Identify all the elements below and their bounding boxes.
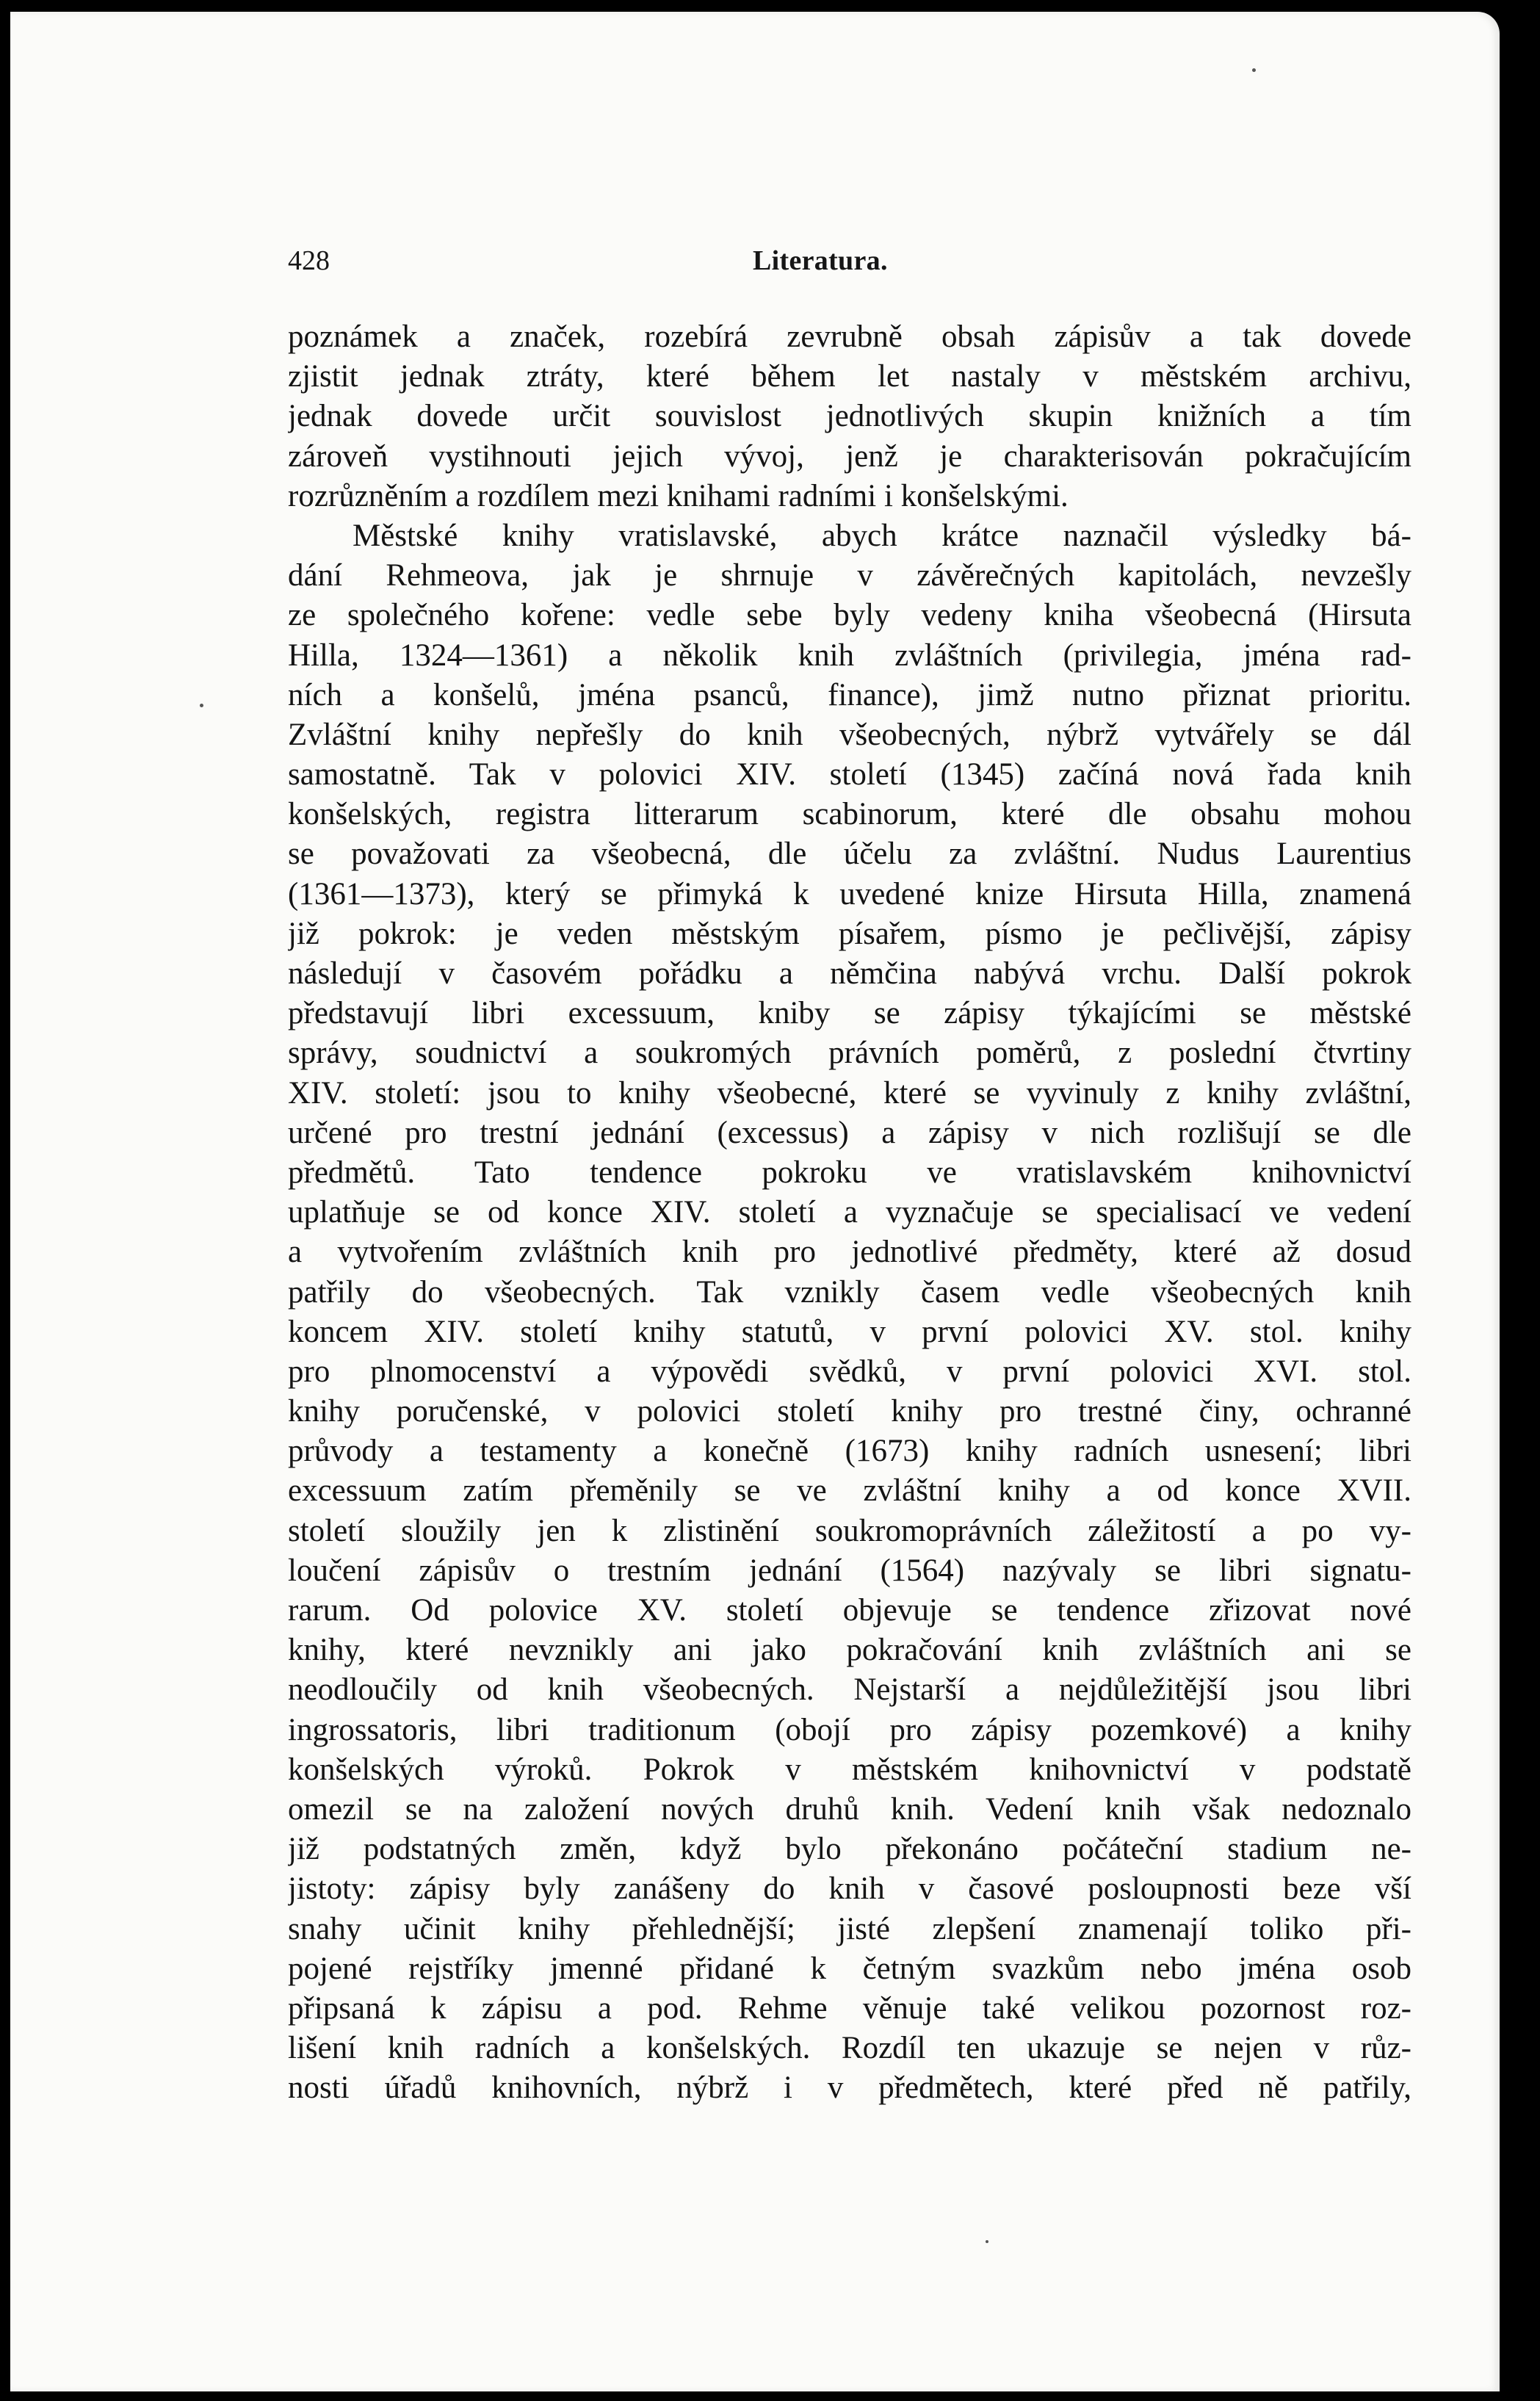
text-line: představují libri excessuum, kniby se zápisy týkajícími se městské [288,996,1411,1031]
text-line: Zvláštní knihy nepřešly do knih všeobecných, nýbrž vytvářely se dál [288,717,1411,752]
text-line: správy, soudnictví a soukromých právních poměrů, z poslední čtvrtiny [288,1036,1411,1071]
text-line: XIV. století: jsou to knihy všeobecné, které se vyvinuly z knihy zvláštní, [288,1075,1411,1111]
text-line: uplatňuje se od konce XIV. století a vyznačuje se specialisací ve vedení [288,1195,1411,1230]
text-line: knihy, které nevznikly ani jako pokračování knih zvláštních ani se [288,1633,1411,1668]
text-line: (1361—1373), který se přimyká k uvedené knize Hirsuta Hilla, znamená [288,876,1411,911]
page-number: 428 [288,245,330,276]
text-line: nosti úřadů knihovních, nýbrž i v předmětech, které před ně patřily, [288,2070,1411,2106]
running-head: Literatura. [753,245,888,276]
text-line: jednak dovede určit souvislost jednotlivých skupin knižních a tím [288,399,1411,434]
text-line: pojené rejstříky jmenné přidané k četným svazkům nebo jména osob [288,1951,1411,1986]
text-line: konšelských, registra litterarum scabinorum, které dle obsahu mohou [288,797,1411,832]
text-line: lišení knih radních a konšelských. Rozdíl ten ukazuje se nejen v růz- [288,2031,1411,2066]
text-line: Městské knihy vratislavské, abych krátce naznačil výsledky bá- [353,518,1411,553]
text-line: pro plnomocenství a výpovědi svědků, v první polovici XVI. stol. [288,1354,1411,1389]
text-line: rozrůzněním a rozdílem mezi knihami radními i konšelskými. [288,478,1069,513]
text-line: zjistit jednak ztráty, které během let nastaly v městském archivu, [288,359,1411,394]
text-line: loučení zápisův o trestním jednání (1564) nazývaly se libri signatu- [288,1553,1411,1588]
text-line: a vytvořením zvláštních knih pro jednotlivé předměty, které až dosud [288,1235,1411,1270]
text-line: ních a konšelů, jména psanců, finance), jimž nutno přiznat prioritu. [288,677,1411,712]
text-line: připsaná k zápisu a pod. Rehme věnuje také velikou pozornost roz- [288,1990,1411,2026]
text-line: knihy poručenské, v polovici století knihy pro trestné činy, ochranné [288,1394,1411,1429]
text-line: se považovati za všeobecná, dle účelu za zvláštní. Nudus Laurentius [288,837,1411,872]
text-line: již pokrok: je veden městským písařem, písmo je pečlivější, zápisy [288,916,1411,951]
text-line: předmětů. Tato tendence pokroku ve vratislavském knihovnictví [288,1155,1411,1190]
text-line: patřily do všeobecných. Tak vznikly časem vedle všeobecných knih [288,1274,1411,1310]
text-line: koncem XIV. století knihy statutů, v první polovici XV. stol. knihy [288,1314,1411,1349]
text-line: excessuum zatím přeměnily se ve zvláštní knihy a od konce XVII. [288,1473,1411,1509]
text-line: již podstatných změn, když bylo překonáno počáteční stadium ne- [288,1832,1411,1867]
text-line: omezil se na založení nových druhů knih. Vedení knih však nedoznalo [288,1791,1411,1827]
text-line: dání Rehmeova, jak je shrnuje v závěrečných kapitolách, nevzešly [288,558,1411,593]
text-line: neodloučily od knih všeobecných. Nejstarší a nejdůležitější jsou libri [288,1672,1411,1708]
scan-speck [200,704,203,707]
text-line: následují v časovém pořádku a němčina nabývá vrchu. Další pokrok [288,956,1411,991]
scan-border [1506,0,1540,2401]
text-line: samostatně. Tak v polovici XIV. století (1345) začíná nová řada knih [288,757,1411,792]
text-line: určené pro trestní jednání (excessus) a zápisy v nich rozlišují se dle [288,1115,1411,1150]
text-line: Hilla, 1324—1361) a několik knih zvláštních (privilegia, jména rad- [288,638,1411,673]
text-line: snahy učinit knihy přehlednější; jisté zlepšení znamenají toliko při- [288,1911,1411,1946]
text-line: průvody a testamenty a konečně (1673) knihy radních usnesení; libri [288,1434,1411,1469]
text-line: zároveň vystihnouti jejich vývoj, jenž je charakterisován pokračujícím [288,438,1411,474]
text-line: ze společného kořene: vedle sebe byly vedeny kniha všeobecná (Hirsuta [288,598,1411,633]
text-line: rarum. Od polovice XV. století objevuje se tendence zřizovat nové [288,1593,1411,1628]
text-line: poznámek a značek, rozebírá zevrubně obsah zápisův a tak dovede [288,319,1411,354]
scan-speck [986,2240,988,2243]
page-header [288,239,1411,283]
body-text [288,317,1411,2108]
scan-speck [1252,68,1256,72]
text-line: jistoty: zápisy byly zanášeny do knih v časové posloupnosti beze vší [288,1871,1411,1907]
text-line: století sloužily jen k zlistinění soukromoprávních záležitostí a po vy- [288,1513,1411,1548]
text-line: ingrossatoris, libri traditionum (obojí pro zápisy pozemkové) a knihy [288,1712,1411,1747]
text-line: konšelských výroků. Pokrok v městském knihovnictví v podstatě [288,1752,1411,1787]
